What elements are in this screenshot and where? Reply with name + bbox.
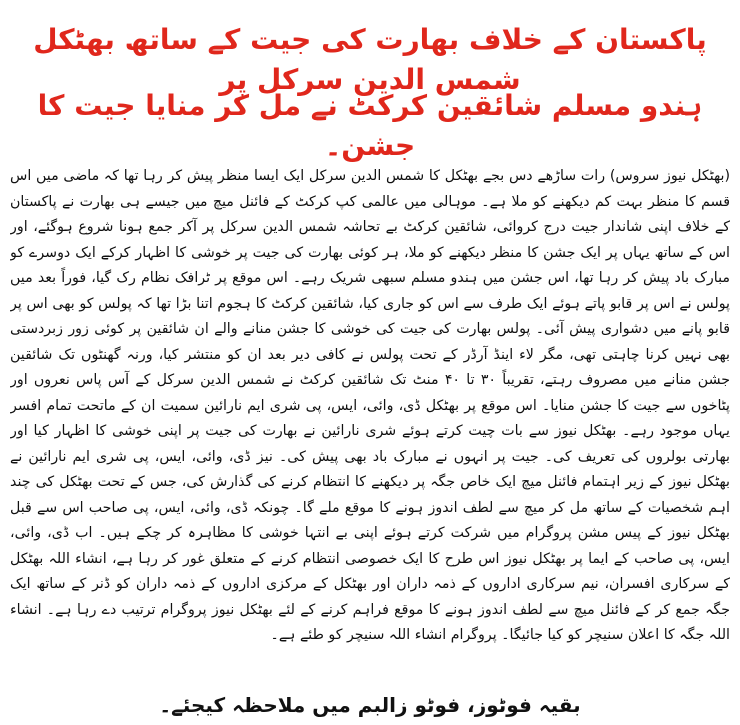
article-body: (بھٹکل نیوز سروس) رات ساڑھے دس بجے بھٹکل کا شمس الدین سرکل ایک ایسا منظر پیش کر رہا تھا کہ ماضی میں اس قسم کا منظر بہت کم دیکھنے کو ملا ہے۔ موہالی میں عالمی کپ کرکٹ کے فائنل میچ میں جیسے ہی بھارت نے پاکستان کے خلاف اپنی شاندار جیت درج کروائی، شائقین کرکٹ بے تحاشہ شمس الدین سرکل پر آکر جمع ہونا شروع ہوگئے، اور اس کے ساتھ یہاں پر ایک جشن کا منظر دیکھنے کو ملا، ہر کوئی بھارت کی جیت پر خوشی کا اظہار کرکے ایک دوسرے کو مبارک باد پیش کر رہا تھا، اس جشن میں ہندو مسلم سبھی شریک رہے۔ اس موقع پر ٹرافک نظام رک گیا، فوراً بعد میں پولس نے اس پر قابو پاتے ہوئے ایک طرف سے اس کو جاری کیا، شائقین کرکٹ کا ہجوم اتنا بڑا تھا کہ پولس کو بھی اس پر قابو پانے میں دشواری پیش آئی۔ پولس بھارت کی جیت کی خوشی کا جشن منانے والے ان شائقین پر کوئی زور زبردستی بھی نہیں کرنا چاہتی تھی، مگر لاء اینڈ آرڈر کے تحت پولس نے کافی دیر بعد ان کو منتشر کیا، ورنہ گھنٹوں تک شائقین جشن منانے میں مصروف رہتے، تقریباً ۳۰ تا ۴۰ منٹ تک شائقین کرکٹ نے شمس الدین سرکل کے آس پاس نعروں اور پٹاخوں سے جیت کا جشن منایا۔ اس موقع پر بھٹکل ڈی، وائی، ایس، پی شری ایم نارائین سمیت ان کے ماتحت تمام افسر یہاں موجود رہے۔ بھٹکل نیوز سے بات چیت کرتے ہوئے شری نارائین نے بھارت کی جیت پر اپنی خوشی کا اظہار کیا اور بھارتی بولروں کی تعریف کی۔ جیت پر انہوں نے مبارک باد بھی پیش کی۔ نیز ڈی، وائی، ایس، پی شری ایم نارائین نے بھٹکل نیوز کے زیر اہتمام فائنل میچ ایک خاص جگہ پر دیکھنے کا انتظام کرنے کی گذارش کی، جس کے تحت بھٹکل کی چند اہم شخصیات کے ساتھ مل کر میچ سے لطف اندوز ہونے کا موقع ملے گا۔ چونکہ ڈی، وائی، ایس، پی صاحب اس سے قبل بھٹکل نیوز کے پیس مشن پروگرام میں شرکت کرتے ہوئے اپنی بے انتہا خوشی کا مظاہرہ کر چکے ہیں۔ اب ڈی، وائی، ایس، پی صاحب کے ایما پر بھٹکل نیوز اس طرح کا ایک خصوصی انتظام کرنے کے متعلق غور کر رہا ہے، انشاء اللہ بھٹکل کے سرکاری افسران، نیم سرکاری اداروں کے ذمہ داران اور بھٹکل کے مرکزی اداروں کے ذمہ داران کو ڈنر کے ساتھ ایک جگہ جمع کر کے فائنل میچ سے لطف اندوز ہونے کا موقع فراہم کرنے کے لئے بھٹکل نیوز پروگرام ترتیب دے رہا ہے۔ انشاء اللہ جگہ کا اعلان سنیچر کو کیا جائیگا۔ پروگرام انشاء اللہ سنیچر کو طئے ہے۔ (10, 168, 730, 644)
headline-line-1: پاکستان کے خلاف بھارت کی جیت کے ساتھ بھٹکل شمس الدین سرکل پر (33, 23, 707, 96)
headline-line-2: ہندو مسلم شائقین کرکٹ نے مل کر منایا جیت کا جشن۔ (37, 89, 703, 162)
photo-album-note: بقیہ فوٹوز، فوٹو زالبم میں ملاحظہ کیجئے۔ (159, 693, 581, 717)
